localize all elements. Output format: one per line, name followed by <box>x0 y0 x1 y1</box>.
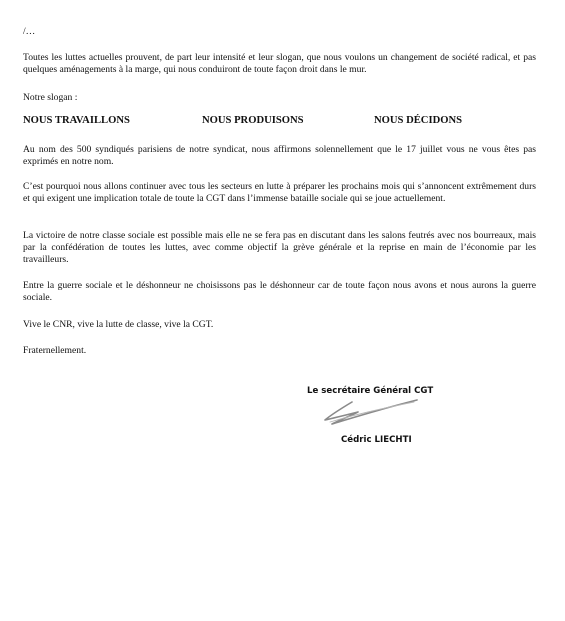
paragraph-continue: C’est pourquoi nous allons continuer avec tous les secteurs en lutte à préparer les prochains mois qui s’annoncent extrêmement durs et qui exigent une implication totale de toute la CGT dans l’immense bataille sociale qui se joue actuellement. <box>23 181 536 204</box>
slogan-decidons: NOUS DÉCIDONS <box>374 115 463 126</box>
signatory-name: Cédric LIECHTI <box>341 435 412 445</box>
paragraph-vive: Vive le CNR, vive la lutte de classe, vive la CGT. <box>23 319 214 330</box>
paragraph-members: Au nom des 500 syndiqués parisiens de notre syndicat, nous affirmons solennellement que le 17 juillet vous ne vous êtes pas exprimés en notre nom. <box>23 144 536 167</box>
signatory-title: Le secrétaire Général CGT <box>307 386 434 396</box>
slogan-travaillons: NOUS TRAVAILLONS <box>23 115 130 126</box>
paragraph-intro: Toutes les luttes actuelles prouvent, de part leur intensité et leur slogan, que nous voulons un changement de société radical, et pas quelques aménagements à la marge, qui nous conduiront de toute façon droit dans le mur. <box>23 52 536 75</box>
continuation-marker: /… <box>23 26 36 37</box>
handwritten-signature <box>322 396 422 428</box>
closing-salutation: Fraternellement. <box>23 345 87 356</box>
paragraph-social-war: Entre la guerre sociale et le déshonneur ne choisissons pas le déshonneur car de toute façon nous avons et nous aurons la guerre sociale. <box>23 280 536 303</box>
slogan-label: Notre slogan : <box>23 92 78 103</box>
slogan-row <box>23 115 536 129</box>
slogan-produisons: NOUS PRODUISONS <box>202 115 304 126</box>
paragraph-victory: La victoire de notre classe sociale est possible mais elle ne se fera pas en discutant dans les salons feutrés avec nos bourreaux, mais par la confédération de toutes les luttes, avec comme objectif la grève générale et la reprise en main de l’économie par les travailleurs. <box>23 230 536 265</box>
